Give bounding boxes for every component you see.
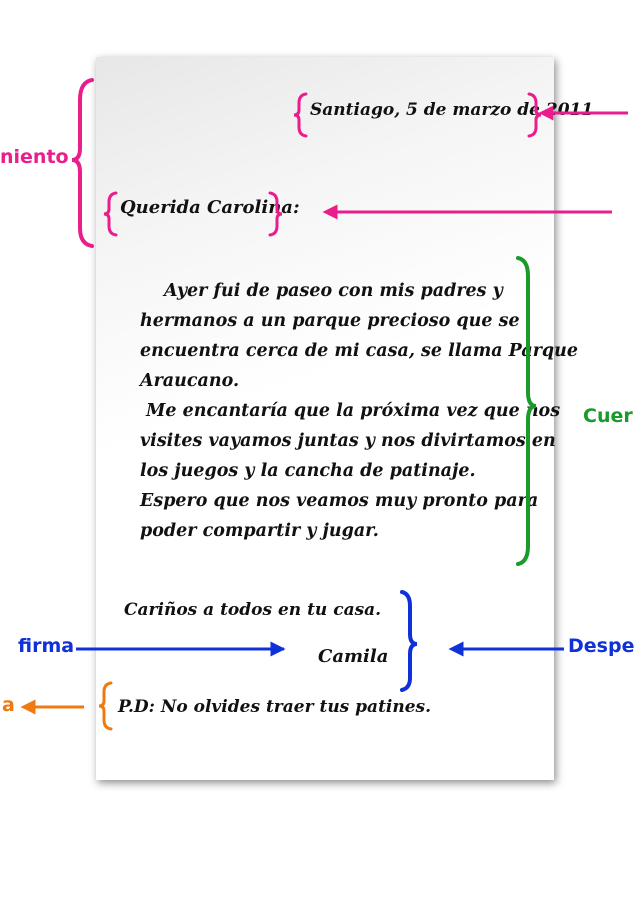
body-line: Espero que nos veamos muy pronto para <box>140 491 539 511</box>
right-brace-icon <box>270 193 282 235</box>
label-cuerpo: Cuer <box>583 405 633 427</box>
label-saludo: niento <box>0 146 69 168</box>
body-line: Araucano. <box>140 371 240 391</box>
right-brace-icon <box>518 258 536 564</box>
body-line: los juegos y la cancha de patinaje. <box>140 461 476 481</box>
label-firma: firma <box>18 635 75 657</box>
body-line: encuentra cerca de mi casa, se llama Parque <box>140 341 579 361</box>
body-line: Ayer fui de paseo con mis padres y <box>164 281 503 301</box>
body-line: visites vayamos juntas y nos divirtamos en <box>140 431 556 451</box>
place-date: Santiago, 5 de marzo de 2011 <box>310 100 594 120</box>
left-brace-icon <box>72 80 92 246</box>
postscript: P.D: No olvides traer tus patines. <box>118 697 432 717</box>
body-line: hermanos a un parque precioso que se <box>140 311 520 331</box>
left-brace-icon <box>99 683 111 729</box>
left-brace-icon <box>294 94 306 136</box>
label-despedida: Despe <box>568 635 635 657</box>
left-brace-icon <box>104 193 116 235</box>
body-line: Me encantaría que la próxima vez que nos <box>146 401 561 421</box>
signature: Camila <box>318 646 389 667</box>
right-brace-icon <box>402 592 417 690</box>
body-line: poder compartir y jugar. <box>140 521 379 541</box>
farewell: Cariños a todos en tu casa. <box>124 600 382 620</box>
greeting: Querida Carolina: <box>120 197 300 218</box>
label-posdata: a <box>2 694 15 716</box>
right-brace-icon <box>529 94 541 136</box>
